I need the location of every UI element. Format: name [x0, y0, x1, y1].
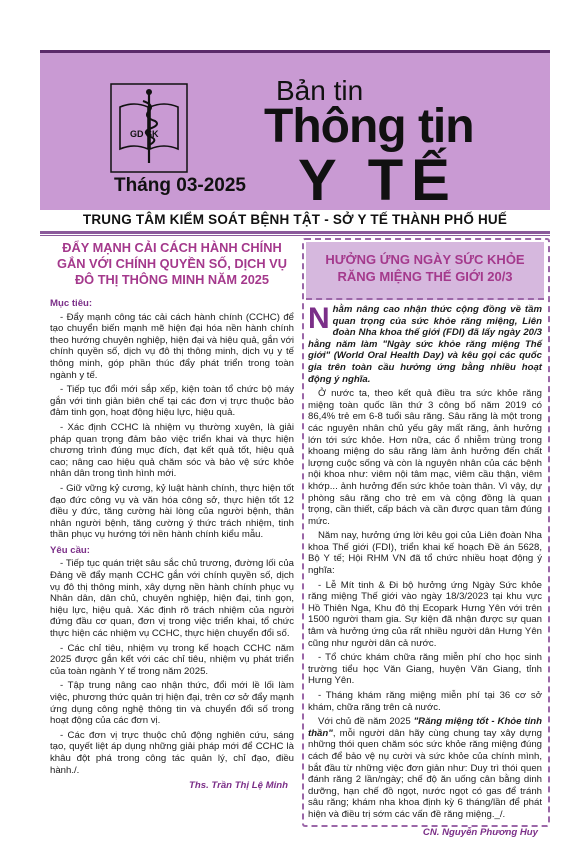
theme-rest: , mỗi người dân hãy cùng chung tay xây dựng những thói quen chăm sóc sức khỏe răng miệng đúng cách để bảo vệ nụ cười và sức khỏe của chính mình, bắt đầu từ những việc đơn giản như: Duy trì thói quen đánh răng 2 lần/ngày; chế độ ăn uống cân bằng dinh dưỡng, hạn chế đồ ngọt, nước ngọt có gas để tránh sâu răng; khám nha khoa định kỳ 6 tháng/lần để phát hiện và điều trị sớm các vấn đề răng miệng._/. [308, 727, 542, 820]
paragraph: - Đẩy mạnh công tác cải cách hành chính (CCHC) để tạo chuyển biến mạnh mẽ hiện đại hóa nền hành chính theo hướng chuyên nghiệp, hiện đại và hiệu quả, gắn với chính quyền số, dịch vụ đô thị thông minh, dịch vụ y tế thông minh, góp phần thúc đẩy phát triển trong toàn ngành y tế. [50, 311, 294, 381]
paragraph [308, 716, 542, 820]
paragraph: Năm nay, hưởng ứng lời kêu gọi của Liên đoàn Nha khoa Thế giới (FDI), triển khai kế hoạch Đề án 5628, Bộ Y tế; Hội RHM VN đã tổ chức nhiều hoạt động ý nghĩa: [308, 530, 542, 577]
intro-text: hằm nâng cao nhận thức cộng đồng về tầm quan trọng của sức khỏe răng miệng, Liên đoàn Nha khoa thế giới (FDI) đã lấy ngày 20/3 hằng năm làm "Ngày sức khỏe răng miệng Thế giới" (World Oral Health Day) và kêu gọi các quốc gia trên toàn cầu hưởng ứng bằng nhiều hoạt động ý nghĩa. [308, 304, 542, 385]
author-signature: CN. Nguyễn Phương Huy [422, 826, 538, 838]
article-admin-reform [50, 238, 294, 792]
paragraph: - Tổ chức khám chữa răng miễn phí cho học sinh trường tiểu học Văn Giang, huyện Văn Giang, tỉnh Hưng Yên. [308, 652, 542, 687]
caduceus-book-icon [110, 83, 188, 173]
paragraph: - Các chỉ tiêu, nhiệm vụ trong kế hoạch CCHC năm 2025 được gắn kết với các chỉ tiêu, nhiệm vụ phát triển của toàn ngành Y tế trong năm 2025. [50, 642, 294, 677]
paragraph: - Giữ vững kỷ cương, kỷ luật hành chính, thực hiện tốt đạo đức công vụ và văn hóa công sở, thực hiện tốt 12 điều y đức, tăng cường hài lòng của người bệnh, thân nhân người bệnh, tăng cường ý thức trách nhiệm, tinh thần phục vụ hướng tới nền hành chính kiểu mẫu. [50, 482, 294, 541]
masthead-ban-tin: Bản tin [276, 75, 364, 106]
paragraph: - Lễ Mít tinh & Đi bộ hưởng ứng Ngày Sức khỏe răng miệng Thế giới vào ngày 18/3/2023 tại khu vực Hồ Thiên Nga, Khu đô thị Ecopark Hưng Yên với trên 1500 người tham gia. Sự kiện đã nhận được sự quan tâm và hưởng ứng của rất nhiều người dân Hưng Yên cũng như người dân cả nước. [308, 579, 542, 649]
masthead-thong-tin: Thông tin [264, 100, 474, 153]
masthead-y-te: Y TẾ [298, 148, 458, 213]
article-title-box [306, 242, 544, 300]
logo-text: GD SK [130, 129, 159, 139]
section-heading-requirements: Yêu cầu: [50, 544, 90, 556]
publisher-subtitle: TRUNG TÂM KIỂM SOÁT BỆNH TẬT - SỞ Y TẾ THÀNH PHỐ HUẾ [82, 212, 508, 227]
drop-cap: N [308, 302, 330, 335]
intro-paragraph [308, 304, 542, 385]
theme-lead: Với chủ đề năm 2025 [318, 716, 414, 728]
article-title: ĐẨY MẠNH CẢI CÁCH HÀNH CHÍNH GẮN VỚI CHÍNH QUYỀN SỐ, DỊCH VỤ ĐÔ THỊ THÔNG MINH NĂM 2025 [57, 240, 287, 287]
author-signature: Ths. Trần Thị Lệ Minh [189, 780, 288, 792]
article-body [308, 304, 542, 838]
masthead [40, 50, 550, 213]
paragraph: - Tiếp tục quán triệt sâu sắc chủ trương, đường lối của Đảng về đẩy mạnh CCHC gắn với chính quyền số, dịch vụ đô thị thông minh, xây dựng nền hành chính phục vụ Nhân dân, dân chủ, chuyên nghiệp, hiện đại, tinh gọn, hiệu lực, hiệu quả. Xác định rõ trách nhiệm của người đứng đầu cơ quan, đơn vị trong việc triển khai, tổ chức thực hiện các nhiệm vụ CCHC, thực hiện chuyển đổi số. [50, 558, 294, 640]
paragraph: - Tháng khám răng miệng miễn phí tại 36 cơ sở khám, chữa răng trên cả nước. [308, 690, 542, 713]
paragraph: - Các đơn vị trực thuộc chủ động nghiên cứu, sáng tạo, quyết liệt áp dụng những giải pháp mới để CCHC là khâu đột phá trong công tác quản lý, chỉ đạo, điều hành./. [50, 729, 294, 776]
theme-slogan: "Răng miệng tốt - Khỏe tinh thần" [308, 716, 543, 739]
divider-thin [40, 235, 550, 236]
paragraph: - Xác định CCHC là nhiệm vụ thường xuyên, là giải pháp quan trọng đảm bảo việc triển khai và thực hiện chương trình đúng mục đích, đạt kết quả tốt, hiệu quả cao; nâng cao hiệu quả chăm sóc và bảo vệ sức khỏe nhân dân trong tình hình mới. [50, 421, 294, 480]
article-oral-health-day [302, 238, 548, 838]
section-heading-goals: Mục tiêu: [50, 298, 93, 309]
article-title: HƯỞNG ỨNG NGÀY SỨC KHỎE RĂNG MIỆNG THẾ GIỚI 20/3 [325, 252, 525, 284]
issue-month: Tháng 03-2025 [114, 175, 246, 196]
newsletter-page [40, 50, 550, 838]
paragraph: - Tập trung nâng cao nhận thức, đổi mới lề lối làm việc, phương thức quản trị hiện đại, trên cơ sở đẩy mạnh ứng dụng công nghệ thông tin và chuyển đổi số trong hoạt động của các đơn vị. [50, 680, 294, 727]
divider [40, 231, 550, 234]
paragraph: Ở nước ta, theo kết quả điều tra sức khỏe răng miệng toàn quốc lần thứ 3 công bố năm 2019 có 86,4% trẻ em 6-8 tuổi sâu răng. Sâu răng là một trong các nguyên nhân chủ yếu gây mất răng, ảnh hưởng lớn tới sức khỏe. Hơn nữa, các ổ nhiễm trùng trong khoang miệng do sâu răng làm ảnh hưởng đến chất lượng cuộc sống và còn là nguyên nhân của các bệnh nội khoa như: viêm nội tâm mạc, viêm cầu thận, viêm khớp... ảnh hưởng đến sức khỏe toàn thân. Vì vậy, dự phòng sâu răng cho trẻ em và cộng đồng là quan trọng, cần thiết, cấp bách và cần được quan tâm đúng mức. [308, 388, 542, 527]
paragraph: - Tiếp tục đổi mới sắp xếp, kiện toàn tổ chức bộ máy gắn với tinh giản biên chế tại các đơn vị trực thuộc bảo đảm tinh gọn, hoạt động hiệu lực, hiệu quả. [50, 384, 294, 419]
